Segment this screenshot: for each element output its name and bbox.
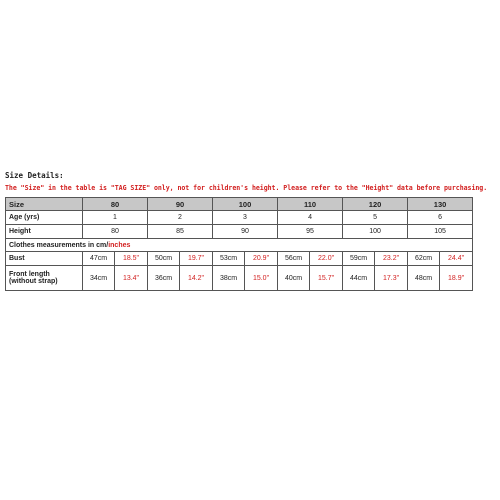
- age-label: Age (yrs): [6, 211, 83, 225]
- front-inch-cell: 15.0": [245, 266, 278, 291]
- bust-inch-cell: 18.5": [115, 252, 148, 266]
- age-cell: 3: [213, 211, 278, 225]
- height-label: Height: [6, 225, 83, 239]
- bust-cm-cell: 47cm: [83, 252, 115, 266]
- height-cell: 80: [83, 225, 148, 239]
- size-cell: 90: [148, 198, 213, 211]
- age-row: [6, 211, 473, 225]
- measurements-heading: [6, 239, 473, 252]
- bust-inch-cell: 24.4": [440, 252, 473, 266]
- front-cm-cell: 44cm: [343, 266, 375, 291]
- measurements-heading-unit: inches: [108, 241, 131, 249]
- age-cell: 5: [343, 211, 408, 225]
- size-table: [5, 197, 473, 291]
- bust-inch-cell: 20.9": [245, 252, 278, 266]
- height-cell: 85: [148, 225, 213, 239]
- size-label: Size: [6, 198, 83, 211]
- size-cell: 110: [278, 198, 343, 211]
- front-cm-cell: 34cm: [83, 266, 115, 291]
- measurements-heading-text: Clothes measurements in cm/: [9, 241, 109, 249]
- bust-inch-cell: 22.0": [310, 252, 343, 266]
- front-inch-cell: 17.3": [375, 266, 408, 291]
- size-note: The "Size" in the table is "TAG SIZE" only, not for children's height. Please refer to the "Height" data before purchasing.: [5, 184, 488, 192]
- size-details-heading: Size Details:: [5, 171, 64, 180]
- measurements-section-row: [6, 239, 473, 252]
- front-length-label: [6, 266, 83, 291]
- bust-inch-cell: 23.2": [375, 252, 408, 266]
- age-cell: 2: [148, 211, 213, 225]
- age-cell: 1: [83, 211, 148, 225]
- size-cell: 80: [83, 198, 148, 211]
- bust-inch-cell: 19.7": [180, 252, 213, 266]
- height-cell: 95: [278, 225, 343, 239]
- age-cell: 4: [278, 211, 343, 225]
- size-header-row: [6, 198, 473, 211]
- front-inch-cell: 18.9": [440, 266, 473, 291]
- front-length-row: [6, 266, 473, 291]
- front-inch-cell: 14.2": [180, 266, 213, 291]
- front-length-label-line2: (without strap): [9, 278, 58, 285]
- front-inch-cell: 13.4": [115, 266, 148, 291]
- front-length-label-line1: Front length: [9, 271, 50, 278]
- size-cell: 130: [408, 198, 473, 211]
- bust-label: Bust: [6, 252, 83, 266]
- bust-row: [6, 252, 473, 266]
- height-cell: 100: [343, 225, 408, 239]
- height-row: [6, 225, 473, 239]
- bust-cm-cell: 50cm: [148, 252, 180, 266]
- front-cm-cell: 48cm: [408, 266, 440, 291]
- height-cell: 90: [213, 225, 278, 239]
- front-cm-cell: 40cm: [278, 266, 310, 291]
- size-cell: 120: [343, 198, 408, 211]
- front-cm-cell: 36cm: [148, 266, 180, 291]
- height-cell: 105: [408, 225, 473, 239]
- bust-cm-cell: 56cm: [278, 252, 310, 266]
- age-cell: 6: [408, 211, 473, 225]
- bust-cm-cell: 59cm: [343, 252, 375, 266]
- size-cell: 100: [213, 198, 278, 211]
- front-inch-cell: 15.7": [310, 266, 343, 291]
- bust-cm-cell: 53cm: [213, 252, 245, 266]
- front-cm-cell: 38cm: [213, 266, 245, 291]
- bust-cm-cell: 62cm: [408, 252, 440, 266]
